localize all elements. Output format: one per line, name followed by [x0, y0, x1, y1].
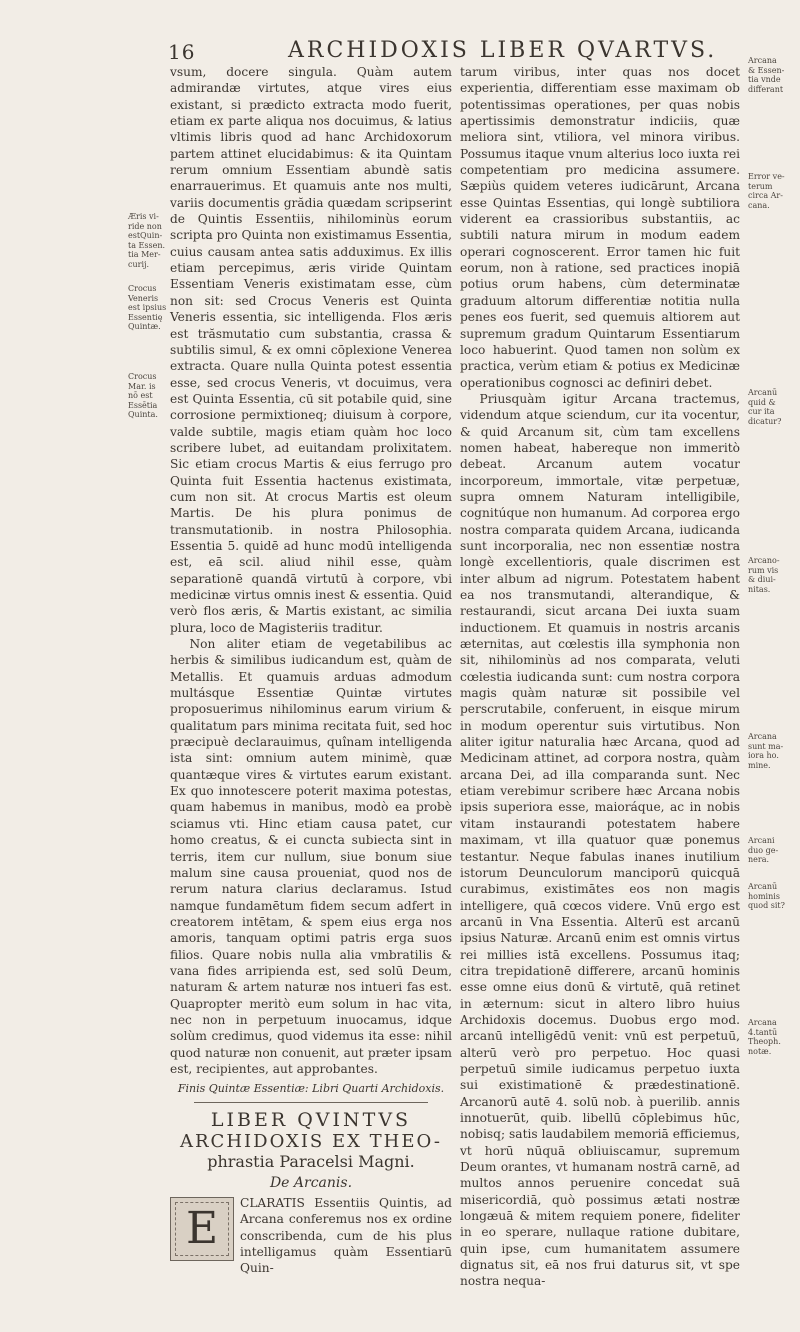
opening-paragraph: CLARATIS Essentiis Quintis, ad Arcana conferemus nos ex ordine conscribenda, cum de his plus intelligamus quàm Essentiarū Quin-	[240, 1196, 452, 1276]
paragraph: vsum, docere singula. Quàm autem admirandæ virtutes, atque vires eius existant, si prædicto extracta modo fuerit, etiam ex parte aliqua nos docuimus, & latius vltimis libris quod ad hanc Archidoxorum partem attinet elucidabimus: & ita Quintam rerum omnium Essentiam abundè satis enarrauerimus. Et quamuis ante nos multi, variis documentis grădia quædam scripserint de Quintis Essentiis, nihilominùs eorum scripta pro Quinta non existimamus Essentia, cuius causam antea satis adduximus. Ex illis etiam percepimus, æris viride Quintam Essentiam Veneris existimatam esse, cùm non sit: sed Crocus Veneris est Quinta Veneris essentia, sic intelligenda. Flos æris est trăsmutatio cum substantia, crassa & subtilis simul, & ex omni cōplexione Venerea extracta. Quare nulla Quinta potest essentia esse, sed crocus Veneris, vt docuimus, vera est Quinta Essentia, cū sit potabile quid, sine corrosione permixtioneq; diuisum à corpore, valde subtile, magis etiam quàm hoc loco scribere lubet, ad euitandam prolixitatem. Sic etiam crocus Martis & eius ferrugo pro Quinta fuit Essentia hactenus existimata, cum non sit. At crocus Martis est oleum Martis. De his plura ponimus de transmutationib. in nostra Philosophia. Essentia 5. quidē ad hunc modū intelligenda est, eā scil. aliud nihil esse, quàm separationē quandā virtutū à corpore, vbi medicinæ virtus omnis inest & essentia. Quid verò flos æris, & Martis existant, ac similia plura, loco de Magisteriis traditur.	[170, 65, 452, 635]
margin-note: Arcana 4.tantū Theoph. notæ.	[748, 1018, 781, 1056]
book-title: LIBER QVINTVS	[210, 1108, 412, 1131]
margin-note: Crocus Veneris est ipsius Essentię Quintæ.	[128, 284, 167, 331]
section-heading: De Arcanis.	[269, 1174, 353, 1191]
running-title: ARCHIDOXIS LIBER QVARTVS.	[288, 38, 718, 63]
paragraph: tarum viribus, inter quas nos docet experientia, differentiam esse maximam ob potentissimas operationes, per quas nobis apertissimis demonstratur indiciis, quæ meliora sint, vtiliora, vel minora viribus. Possumus itaque vnum alterius loco iuxta rei competentiam pro medicina assumere. Sæpiùs quidem veteres iudicārunt, Arcana esse Quintas Essentias, qui longè subtiliora viderent ea crassioribus substantiis, ac subtili natura mirum in modum eadem operari cognoscerent. Error tamen hic fuit eorum, non à ratione, sed practices inopiā potius orum habens, cùm determinatæ graduum altorum differentiæ notitia nulla penes eos fuerit, sed quemuis altiorem aut supremum gradum Quintarum Essentiarum loco habuerint. Quod tamen non solùm ex practica, verùm etiam & potius ex Medicinæ operationibus cognosci ac definiri debet.	[460, 65, 740, 390]
margin-note: Æris vi- ride non estQuin- ta Essen. tia Mer- curij.	[128, 212, 166, 269]
paragraph: Non aliter etiam de vegetabilibus ac herbis & similibus iudicandum est, quàm de Metallis. Et quamuis arduas admodum multásque Essentiæ Quintæ virtutes proposuerimus nihilominus earum virium & qualitatum pars minima recitata fuit, sed hoc præcipuè declarauimus, quînam intelligenda ista sint: omnium autem minimè, quæ quantæque vires & virtutes earum existant. Ex quo innotescere poterit maxima potestas, quam habemus in manibus, modò ea probè sciamus vti. Hinc etiam causa patet, cur homo creatus, & ei cuncta subiecta sint in terris, item cur nullum, siue bonum siue malum sine causa proueniat, quod nos de rerum natura clarius declaramus. Istud namque fundamētum fidem secum adfert in creatorem intētam, & spem eius erga nos amoris, tanquam optimi patris erga suos filios. Quare nobis nulla alia vmbratilis & vana fides arripienda est, sed solū Deum, naturam & artem naturæ nos intueri fas est. Quapropter meritò eum solum in hac vita, nec non in perpetuum inuocamus, idque solùm credimus, quod videmus ita esse: nihil quod naturæ non conuenit, aut præter ipsam est, recipientes, aut approbantes.	[170, 637, 452, 1076]
right-text-column	[460, 64, 740, 1290]
margin-note: Arcano- rum vis & diui- nitas.	[748, 556, 780, 594]
book-subtitle-line2: phrastia Paracelsi Magni.	[207, 1151, 415, 1171]
margin-note: Arcana sunt ma- iora ho. mine.	[748, 732, 784, 770]
margin-note: Crocus Mar. is nō est Essētia Quinta.	[128, 372, 158, 419]
left-text-column	[170, 64, 452, 1277]
margin-note: Arcana & Essen- tia vnde differant	[748, 56, 785, 94]
margin-note: Arcanū quid & cur ita dicatur?	[748, 388, 782, 426]
initial-letter: E	[185, 1203, 219, 1254]
finis-line: Finis Quintæ Essentiæ: Libri Quarti Archidoxis.	[177, 1082, 445, 1096]
paragraph: Priusquàm igitur Arcana tractemus, videndum atque sciendum, cur ita vocentur, & quid Arcanum sit, cùm tam excellens nomen habeat, habereque non immeritò debeat. Arcanum autem vocatur incorporeum, immortale, vitæ perpetuæ, supra omnem Naturam intelligibile, cognitúque non humanum. Ad corporea ergo nostra comparata quidem Arcana, iudicanda sunt incorporalia, nec non essentiæ nostra longè excellentioris, quale discrimen est inter album ad nigrum. Potestatem habent ea nos transmutandi, alterandique, & restaurandi, sicut arcana Dei iuxta suam inductionem. Et quamuis in nostris arcanis æternitas, aut cœlestis illa symphonia non sit, nihilominùs ad nos comparata, veluti cœlestia iudicanda sunt: cum nostra corpora magis quàm naturæ sit possibile vel perscrutabile, conferuent, in eisque mirum in modum operentur suis virtutibus. Non aliter igitur naturalia hæc Arcana, quod ad Medicinam attinet, ad corpora nostra, quàm arcana Dei, ad illa comparanda sunt. Nec etiam verebimur scribere hæc Arcana nobis ipsis superiora esse, maioráque, ac in nobis vitam instaurandi potestatem habere maximam, vt illa quatuor quæ ponemus testantur. Neque fabulas inanes inutilium istorum Deunculorum manciporū quicquā curabimus, existimātes eos non magis intelligere, quā cœcos videre. Vnū ergo est arcanū in Vna Essentia. Alterū est arcanū ipsius Naturæ. Arcanū enim est omnis virtus rei millies istā excellens. Possumus itaq; citra trepidationē differere, arcanū hominis esse omne eius donū & virtutē, quā retinet in æternum: sicut in altero libro huius Archidoxis docemus. Duobus ergo mod. arcanū intelligēdū venit: vnū est perpetuū, alterū verò pro perpetuo. Hoc quasi perpetuū simile iudicamus perpetuo iuxta sui existimationē & prædestinationē. Arcanorū autē 4. solū nob. à puerilib. annis innotuerūt, quib. libellū cōplebimus hūc, nobisq; satis laudabilem memoriā efficiemus, vt horū nūquā obliuiscamur, supremum Deum orantes, vt humanam nostrā carnē, ad multos annos peruenire concedat suā misericordiā, quò possimus ætati nostræ longæuā & mitem requiem ponere, fideliter in eo sperare, nullaque ratione dubitare, quin ipse, cum humanitatem assumere dignatus sit, eā nos frui daturus sit, vt spe nostra nequa-	[460, 391, 740, 1289]
decorated-initial	[170, 1197, 234, 1261]
book-subtitle: ARCHIDOXIS EX THEO-	[180, 1130, 442, 1152]
margin-note: Arcanū hominis quod sit?	[748, 882, 785, 910]
divider	[194, 1102, 428, 1103]
margin-note: Error ve- terum circa Ar- cana.	[748, 172, 785, 210]
page-number: 16	[168, 40, 196, 64]
margin-note: Arcani duo ge- nera.	[748, 836, 779, 864]
